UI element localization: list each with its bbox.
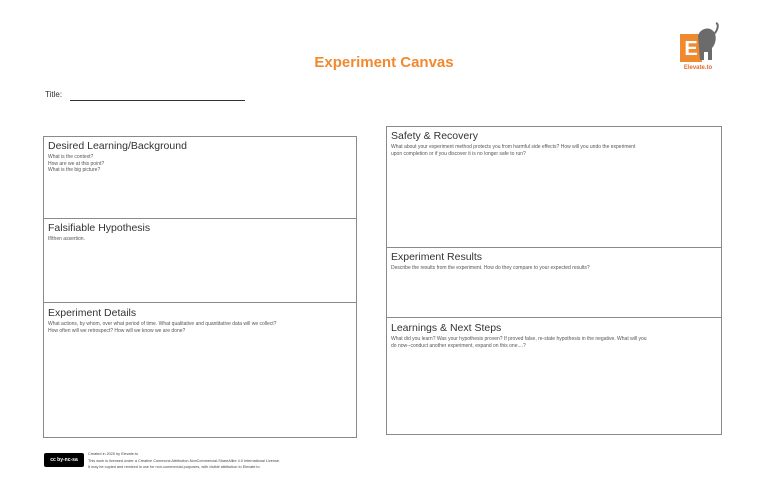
- cc-license-badge[interactable]: cc by-nc-sa: [44, 453, 84, 467]
- section-line: What is the big picture?: [48, 167, 101, 173]
- license-text: [88, 451, 388, 471]
- title-input-line[interactable]: [70, 100, 245, 101]
- page-title: Experiment Canvas: [314, 54, 454, 71]
- section-heading: Falsifiable Hypothesis: [48, 222, 151, 234]
- section-line: What is the context?: [48, 154, 94, 160]
- section-line: upon completion or if you discover it is no longer safe to run?: [391, 150, 526, 157]
- section-desired-learning: [48, 140, 352, 174]
- logo-trunk: [714, 23, 718, 34]
- section-divider: [44, 218, 356, 219]
- logo-elephant: [698, 29, 716, 60]
- section-divider: [387, 317, 721, 318]
- license-line: It may be copied and remixed in use for non-commercial purposes, with visible attribution to Elevate.to: [88, 465, 260, 469]
- section-safety-recovery: [391, 130, 717, 157]
- section-heading: Safety & Recovery: [391, 130, 478, 142]
- logo-text: Elevate.to: [683, 65, 713, 71]
- section-heading: Learnings & Next Steps: [391, 322, 502, 334]
- section-heading: Experiment Details: [48, 307, 137, 319]
- section-heading: Experiment Results: [391, 251, 483, 263]
- section-learnings-next-steps: [391, 322, 717, 349]
- right-panel: [386, 126, 722, 435]
- section-line: What actions, by whom, over what period of time. What qualitative and quantitative data will we collect?: [48, 321, 277, 327]
- section-falsifiable-hypothesis: [48, 222, 352, 243]
- section-heading: Desired Learning/Background: [48, 140, 187, 152]
- section-line: What did you learn? Was your hypothesis proven? If proved false, re-state hypothesis in the negative. What will you: [391, 336, 647, 342]
- section-line: If/then assertion.: [48, 236, 85, 242]
- license-line: This work is licensed under a Creative Commons Attribution-NonCommercial-ShareAlike 4.0 International License.: [88, 458, 281, 463]
- section-divider: [387, 247, 721, 248]
- section-line: What about your experiment method protects you from harmful side effects? How will you undo the experiment: [391, 144, 636, 150]
- logo-e-letter: E: [684, 38, 698, 60]
- title-field-label: Title:: [45, 90, 63, 99]
- license-line: Created in 2020 by Elevate.to: [88, 452, 139, 456]
- section-divider: [44, 302, 356, 303]
- section-experiment-details: [48, 307, 352, 334]
- section-experiment-results: [391, 251, 717, 272]
- left-panel: [43, 136, 357, 438]
- section-line: How are we at this point?: [48, 160, 105, 167]
- section-line: Describe the results from the experiment. How do they compare to your expected results?: [391, 265, 590, 271]
- section-line: How often will we retrospect? How will we know we are done?: [48, 327, 186, 334]
- section-line: do now--conduct another experiment, expand on this one....?: [391, 342, 526, 349]
